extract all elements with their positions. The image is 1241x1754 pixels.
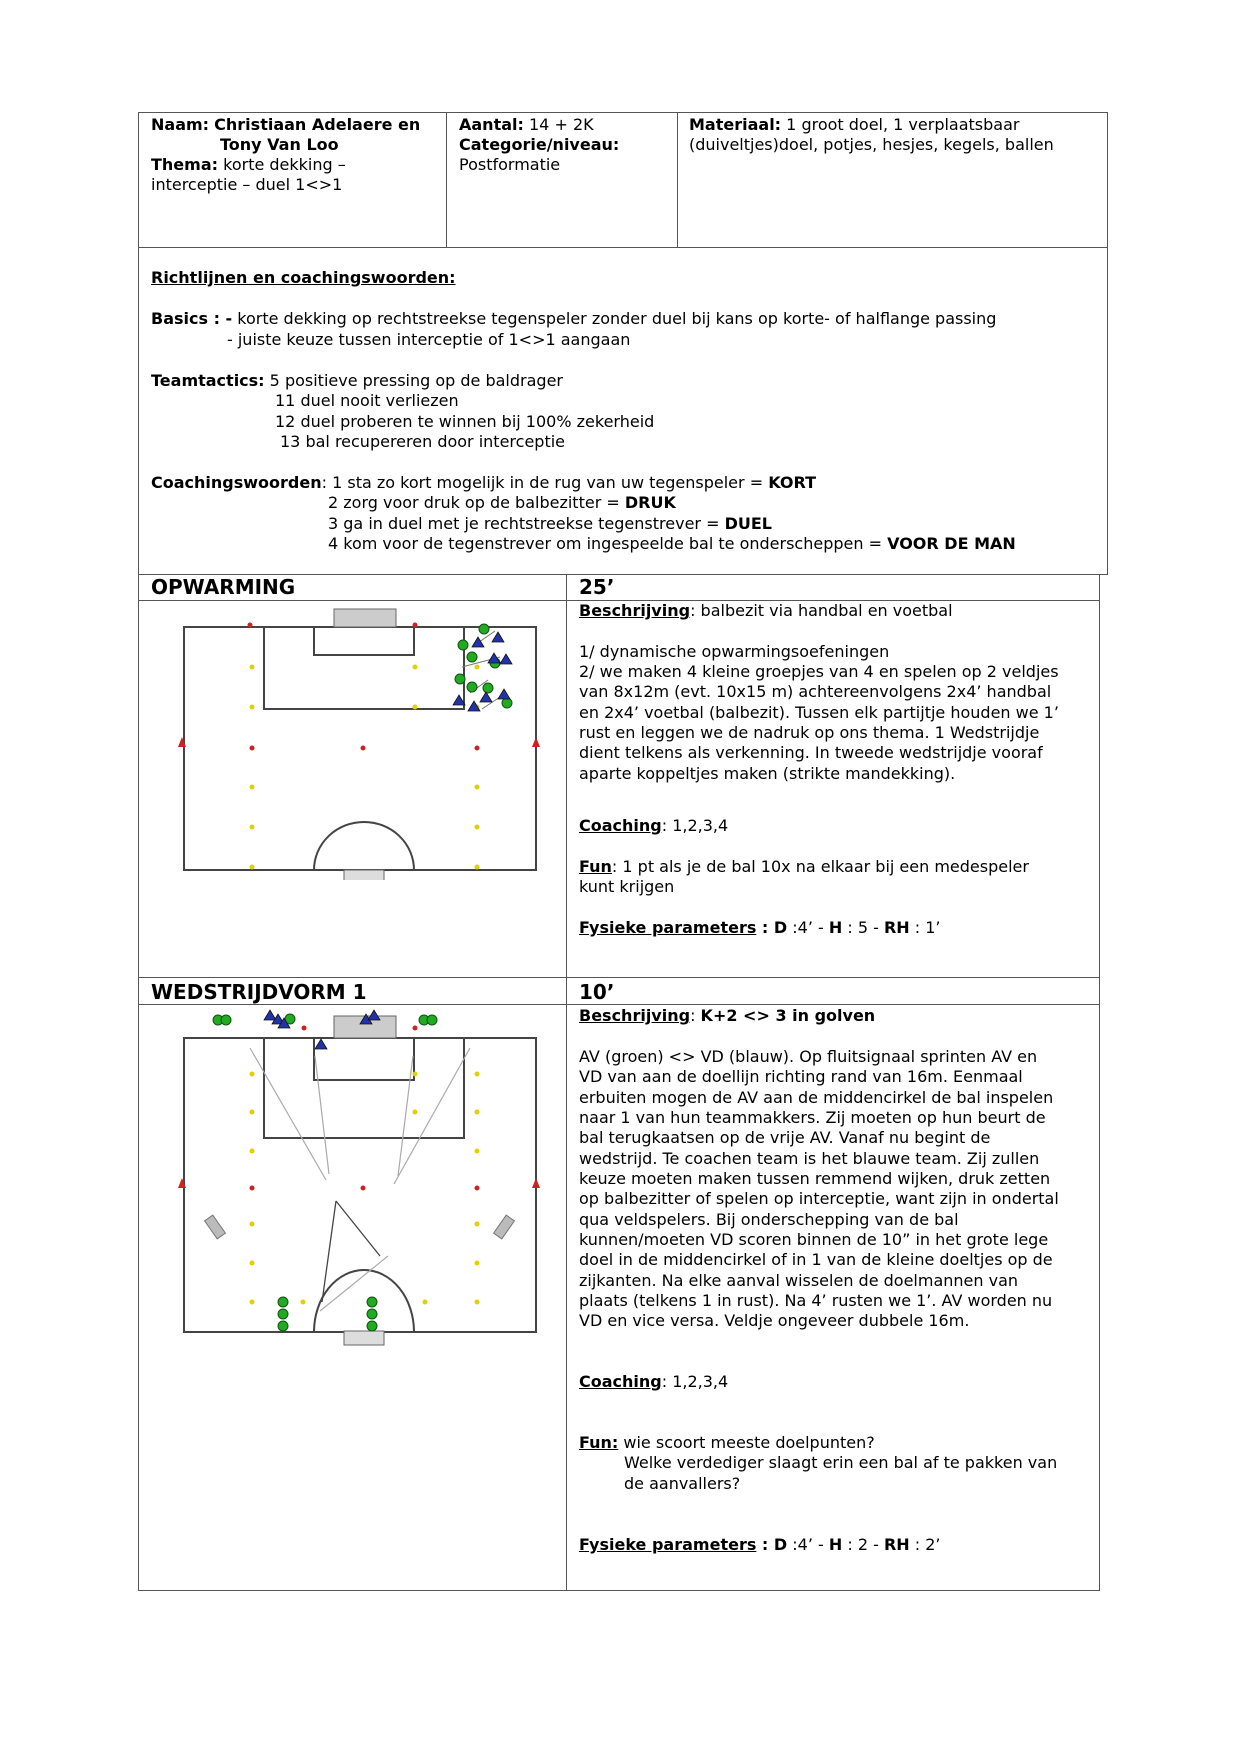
player-blue — [492, 632, 504, 642]
match1-divider — [566, 977, 567, 1591]
cone-yellow — [475, 1072, 480, 1077]
cone-yellow — [413, 665, 418, 670]
cone-yellow — [250, 705, 255, 710]
cone-red — [475, 746, 480, 751]
cone-yellow — [475, 865, 480, 870]
cone-red — [475, 1186, 480, 1191]
match1-line-13: plaats (telkens 1 in rust). Na 4’ rusten we 1’. AV worden nu — [579, 1291, 1053, 1310]
header-divider-2 — [677, 112, 678, 248]
top-goal-net — [334, 609, 396, 627]
player-green — [221, 1015, 231, 1025]
coaching-word-3: 3 ga in duel met je rechtstreekse tegenstrever = DUEL — [328, 514, 772, 533]
player-green — [458, 640, 468, 650]
category-value: Postformatie — [459, 155, 561, 174]
warmup-divider — [566, 574, 567, 978]
cone-yellow — [413, 1110, 418, 1115]
player-blue — [500, 654, 512, 664]
player-green — [367, 1321, 377, 1331]
goal-box — [314, 627, 414, 655]
match1-line-8: op balbezitter of spelen op interceptie, want zijn in ondertal — [579, 1189, 1059, 1208]
header-divider-1 — [446, 112, 447, 248]
cone-yellow — [475, 1149, 480, 1154]
run-arrow — [336, 1201, 380, 1256]
warmup-line-4: en 2x4’ voetbal (balbezit). Tussen elk partijtje houden we 1’ — [579, 703, 1059, 722]
bottom-goal-net — [344, 1331, 384, 1345]
player-green — [483, 683, 493, 693]
cone-yellow — [250, 1261, 255, 1266]
match1-line-12: zijkanten. Na elke aanval wisselen de doelmannen van — [579, 1271, 1019, 1290]
player-green — [278, 1309, 288, 1319]
teamtactics-line-1: Teamtactics: 5 positieve pressing op de baldrager — [151, 371, 563, 390]
cone-red — [302, 1026, 307, 1031]
penalty-box — [264, 1038, 464, 1138]
cone-yellow — [301, 1300, 306, 1305]
player-green — [467, 682, 477, 692]
cone-yellow — [250, 1222, 255, 1227]
warmup-line-5: rust en leggen we de nadruk op ons thema. 1 Wedstrijdje — [579, 723, 1040, 742]
pass-arrow — [398, 1056, 413, 1176]
field-outline — [184, 627, 536, 870]
cone-yellow — [475, 825, 480, 830]
category-label: Categorie/niveau: — [459, 135, 620, 154]
coaching-word-1: Coachingswoorden: 1 sta zo kort mogelijk in de rug van uw tegenspeler = KORT — [151, 473, 816, 492]
match1-fun-3: de aanvallers? — [624, 1474, 741, 1493]
player-blue — [480, 692, 492, 702]
theme-line-2: interceptie – duel 1<>1 — [151, 175, 343, 194]
name-line-2: Tony Van Loo — [220, 135, 339, 154]
cone-yellow — [250, 1110, 255, 1115]
match1-line-7: keuze moeten maken tussen remmend wijken, druk zetten — [579, 1169, 1051, 1188]
goal-box — [314, 1038, 414, 1080]
cone-yellow — [423, 1300, 428, 1305]
pass-arrow — [315, 1056, 329, 1174]
penalty-box — [264, 627, 464, 709]
small-goal-right — [494, 1215, 515, 1239]
warmup-coaching: Coaching: 1,2,3,4 — [579, 816, 729, 835]
material-line-1: Materiaal: 1 groot doel, 1 verplaatsbaar — [689, 115, 1020, 134]
match1-title: WEDSTRIJDVORM 1 — [151, 980, 367, 1004]
match1-duration: 10’ — [579, 980, 615, 1004]
cone-red — [361, 1186, 366, 1191]
match1-line-9: qua veldspelers. Bij onderschepping van de bal — [579, 1210, 959, 1229]
player-blue — [264, 1010, 276, 1020]
match1-line-11: doel in de middencirkel of in 1 van de kleine doeltjes op de — [579, 1250, 1053, 1269]
basics-line-2: - juiste keuze tussen interceptie of 1<>1 aangaan — [227, 330, 631, 349]
match1-line-2: VD van aan de doellijn richting rand van 16m. Eenmaal — [579, 1067, 1023, 1086]
cone-yellow — [250, 865, 255, 870]
player-blue — [498, 689, 510, 699]
player-blue — [368, 1010, 380, 1020]
warmup-description: Beschrijving: balbezit via handbal en voetbal — [579, 601, 953, 620]
player-green — [455, 674, 465, 684]
player-green — [278, 1321, 288, 1331]
warmup-physical: Fysieke parameters : D :4’ - H : 5 - RH : 1’ — [579, 918, 941, 937]
warmup-line-1: 1/ dynamische opwarmingsoefeningen — [579, 642, 890, 661]
cone-yellow — [250, 665, 255, 670]
match1-line-3: erbuiten mogen de AV aan de middencirkel de bal inspelen — [579, 1088, 1054, 1107]
match1-line-6: wedstrijd. Te coachen team is het blauwe team. Zij zullen — [579, 1149, 1040, 1168]
cone-yellow — [475, 1261, 480, 1266]
match1-coaching: Coaching: 1,2,3,4 — [579, 1372, 729, 1391]
warmup-fun-1: Fun: 1 pt als je de bal 10x na elkaar bij een medespeler — [579, 857, 1029, 876]
guidelines-title: Richtlijnen en coachingswoorden: — [151, 268, 456, 287]
cone-yellow — [250, 785, 255, 790]
warmup-line-6: dient telkens als verkenning. In tweede wedstrijdje vooraf — [579, 743, 1043, 762]
cone-red — [413, 623, 418, 628]
small-goal-left — [205, 1215, 226, 1239]
player-blue — [488, 653, 500, 663]
cone-red — [413, 1026, 418, 1031]
warmup-line-3: van 8x12m (evt. 10x15 m) achtereenvolgens 2x4’ handbal — [579, 682, 1052, 701]
cone-red-flag — [532, 737, 540, 747]
pass-arrow — [320, 1256, 388, 1311]
match1-fun-2: Welke verdediger slaagt erin een bal af te pakken van — [624, 1453, 1058, 1472]
player-blue — [315, 1039, 327, 1049]
match1-description: Beschrijving: K+2 <> 3 in golven — [579, 1006, 876, 1025]
match1-line-5: bal terugkaatsen op de vrije AV. Vanaf nu begint de — [579, 1128, 991, 1147]
cone-yellow — [475, 1110, 480, 1115]
player-blue — [472, 637, 484, 647]
center-circle-arc — [314, 1270, 414, 1332]
cone-yellow — [413, 705, 418, 710]
match1-field-diagram — [170, 1006, 560, 1346]
player-green — [479, 624, 489, 634]
match1-line-10: kunnen/moeten VD scoren binnen de 10” in het grote lege — [579, 1230, 1049, 1249]
match1-line-14: VD en vice versa. Veldje ongeveer dubbele 16m. — [579, 1311, 970, 1330]
teamtactics-line-2: 11 duel nooit verliezen — [275, 391, 459, 410]
bottom-goal-net — [344, 870, 384, 880]
cone-yellow — [475, 1300, 480, 1305]
player-green — [278, 1297, 288, 1307]
coaching-word-2: 2 zorg voor druk op de balbezitter = DRUK — [328, 493, 676, 512]
basics-line-1: Basics : - korte dekking op rechtstreekse tegenspeler zonder duel bij kans op korte- of halflange passing — [151, 309, 997, 328]
cone-red — [361, 746, 366, 751]
cone-yellow — [475, 1222, 480, 1227]
cone-red — [250, 1186, 255, 1191]
match1-line-4: naar 1 van hun teammakkers. Zij moeten op hun beurt de — [579, 1108, 1046, 1127]
cone-red-flag — [532, 1178, 540, 1188]
player-green — [367, 1297, 377, 1307]
match1-fun-1: Fun: wie scoort meeste doelpunten? — [579, 1433, 875, 1452]
warmup-field-diagram — [170, 605, 560, 880]
match1-header-line — [138, 1004, 1100, 1005]
warmup-duration: 25’ — [579, 575, 615, 599]
player-green — [427, 1015, 437, 1025]
count-line: Aantal: 14 + 2K — [459, 115, 594, 134]
cone-yellow — [475, 665, 480, 670]
warmup-title: OPWARMING — [151, 575, 296, 599]
match1-line-1: AV (groen) <> VD (blauw). Op fluitsignaal sprinten AV en — [579, 1047, 1038, 1066]
cone-red — [250, 746, 255, 751]
field-outline — [184, 1038, 536, 1332]
warmup-fun-2: kunt krijgen — [579, 877, 675, 896]
warmup-line-2: 2/ we maken 4 kleine groepjes van 4 en spelen op 2 veldjes — [579, 662, 1059, 681]
player-green — [367, 1309, 377, 1319]
cone-yellow — [250, 1300, 255, 1305]
warmup-line-7: aparte koppeltjes maken (strikte mandekking). — [579, 764, 956, 783]
name-line-1: Naam: Christiaan Adelaere en — [151, 115, 421, 134]
teamtactics-line-4: 13 bal recupereren door interceptie — [280, 432, 565, 451]
center-circle-arc — [314, 822, 414, 870]
match1-physical: Fysieke parameters : D :4’ - H : 2 - RH : 2’ — [579, 1535, 941, 1554]
player-green — [467, 652, 477, 662]
cone-yellow — [475, 785, 480, 790]
material-line-2: (duiveltjes)doel, potjes, hesjes, kegels, ballen — [689, 135, 1054, 154]
cone-yellow — [250, 1149, 255, 1154]
coaching-word-4: 4 kom voor de tegenstrever om ingespeelde bal te onderscheppen = VOOR DE MAN — [328, 534, 1016, 553]
cone-red — [248, 623, 253, 628]
cone-yellow — [250, 825, 255, 830]
player-green — [502, 698, 512, 708]
cone-yellow — [413, 1072, 418, 1077]
theme-line-1: Thema: korte dekking – — [151, 155, 346, 174]
teamtactics-line-3: 12 duel proberen te winnen bij 100% zekerheid — [275, 412, 655, 431]
cone-yellow — [250, 1072, 255, 1077]
